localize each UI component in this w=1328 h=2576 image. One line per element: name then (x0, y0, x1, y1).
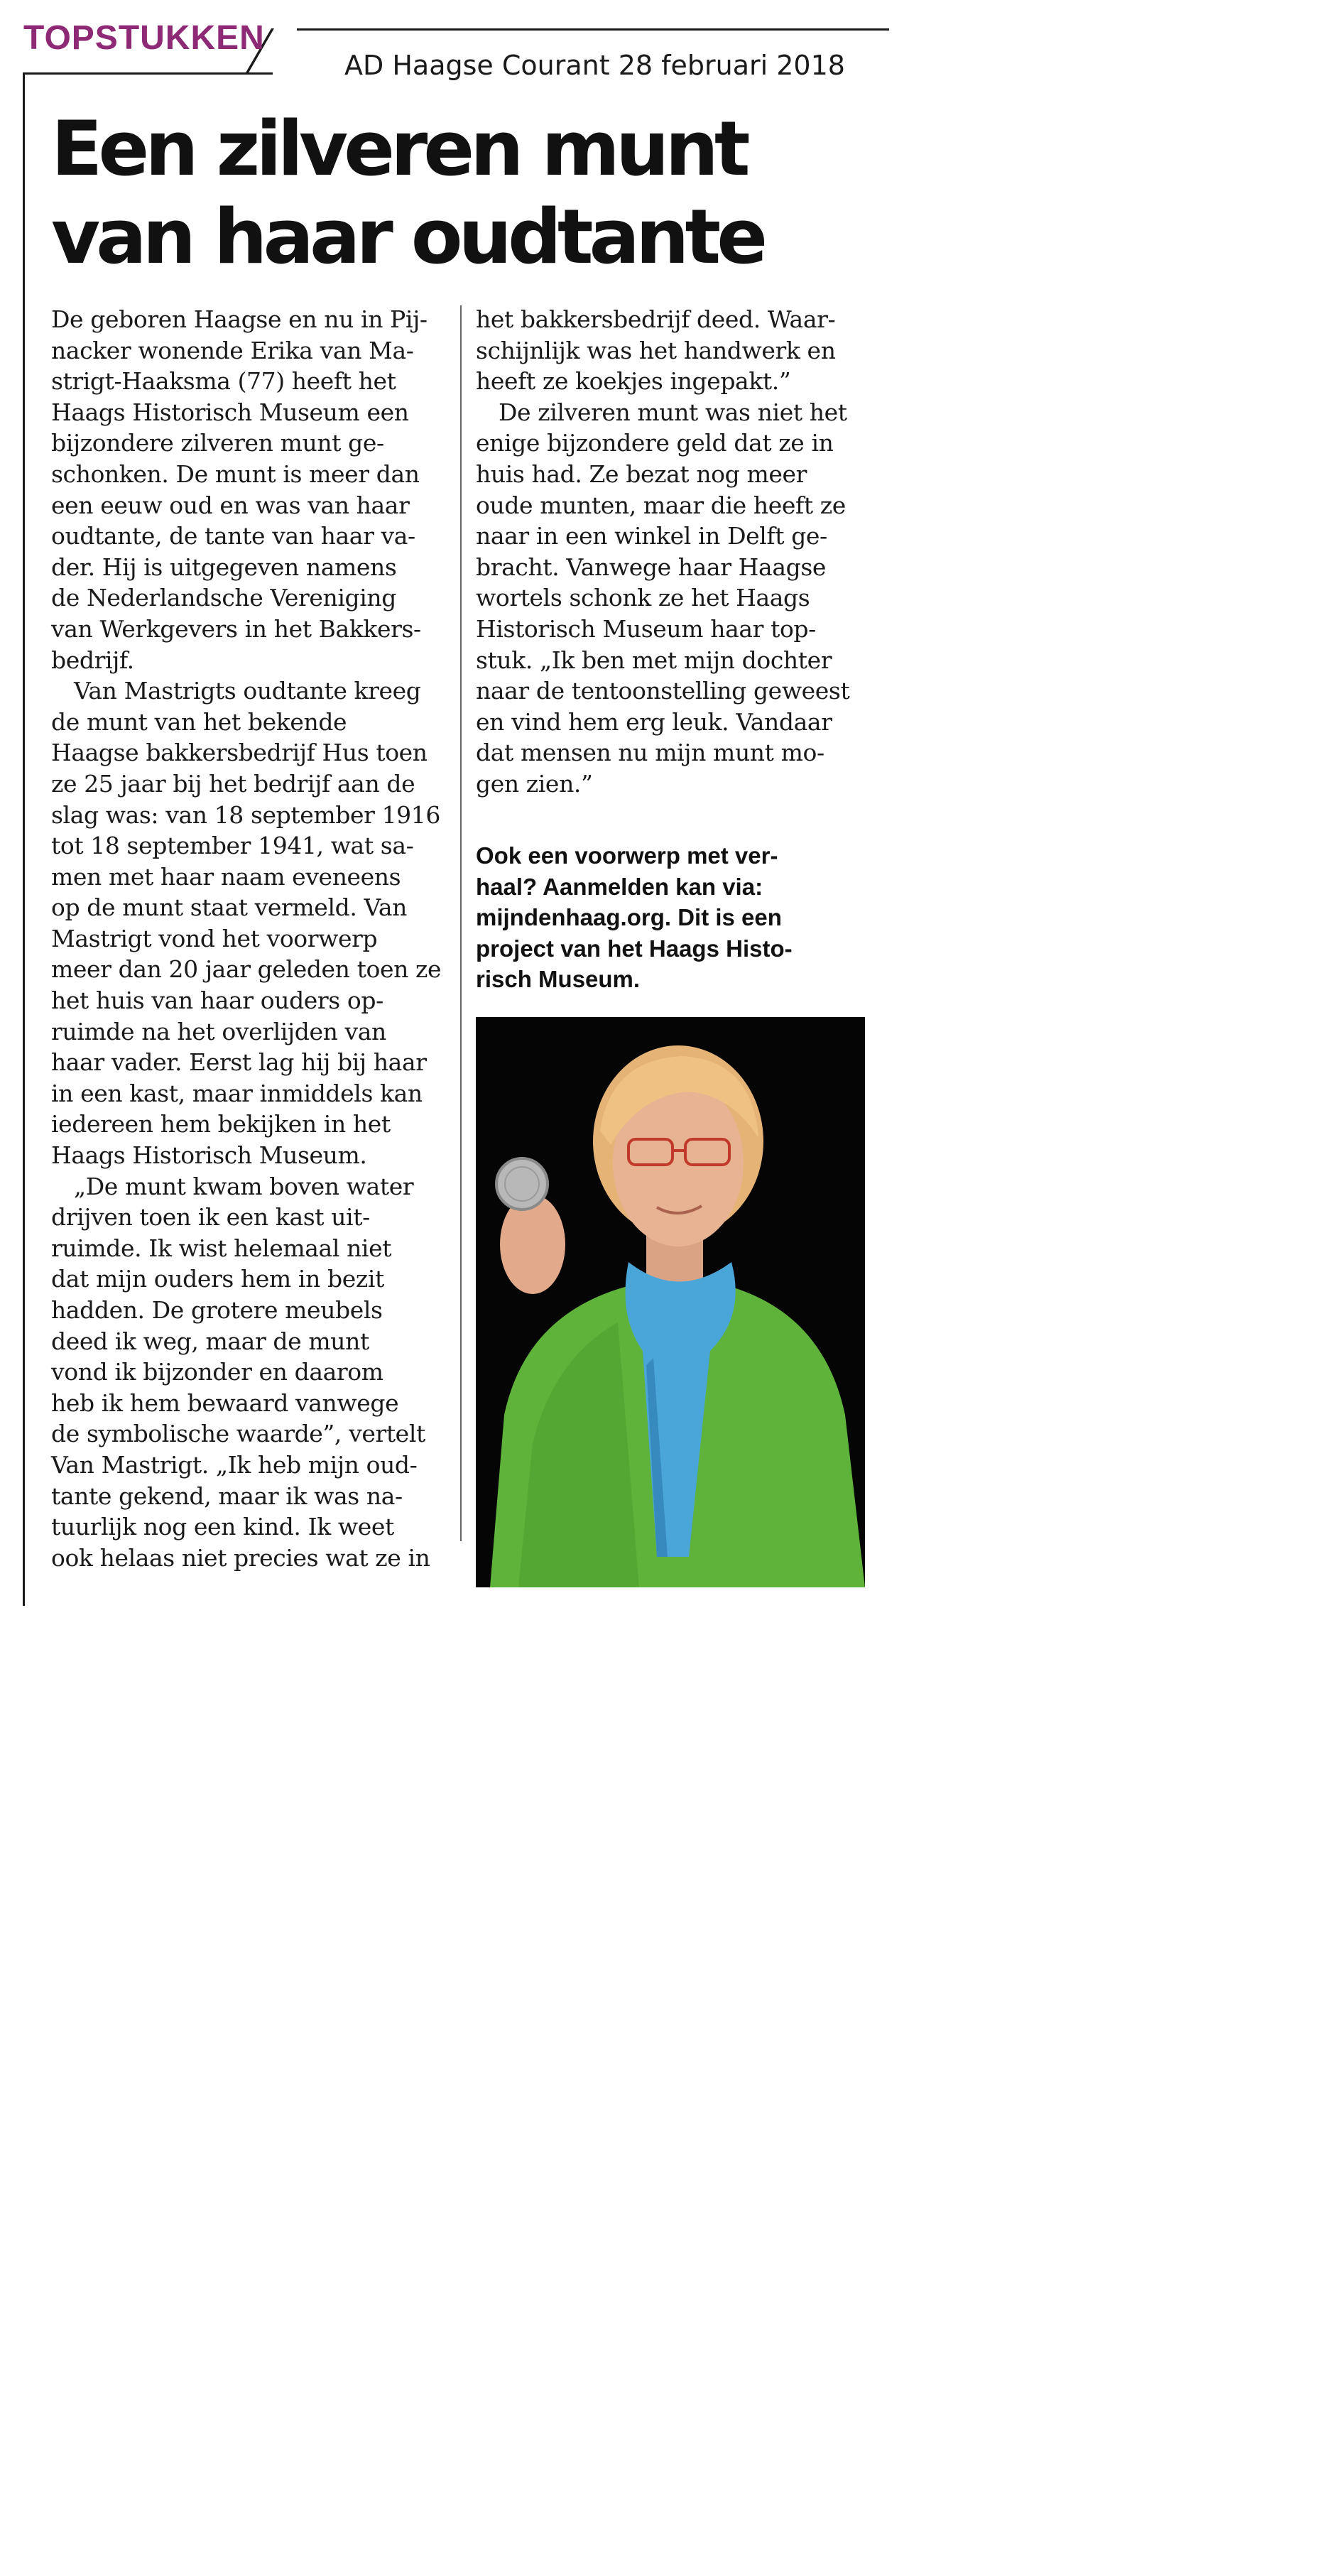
article-column-right (476, 304, 870, 800)
portrait-illustration (476, 1017, 865, 1587)
section-label: TOPSTUKKEN (23, 19, 265, 57)
article-column-left (51, 304, 445, 1573)
headline-text: Een zilveren munt van haar oudtante (51, 105, 764, 281)
photo-credit: FOTO JOHAN WINKELMAN (1311, 2393, 1327, 2576)
paragraph: „De munt kwam boven water drijven toen ik een kast uit- ruimde. Ik wist helemaal niet dat mijn ouders hem in bezit hadden. De grotere meubels deed ik weg, maar de munt vond ik bijzonder en daarom heb ik hem bewaard vanwege de symbolische waarde”, vertelt Van Mastrigt. „Ik heb mijn oud- tante gekend, maar ik was na- tuurlijk nog een kind. Ik weet ook helaas niet precies wat ze in (51, 1172, 430, 1572)
column-divider (460, 305, 462, 1541)
paragraph: Van Mastrigts oudtante kreeg de munt van het bekende Haagse bakkersbedrijf Hus toen ze 25 jaar bij het bedrijf aan de slag was: van 18 september 1916 tot 18 september 1941, wat sa- men met haar naam eveneens op de munt staat vermeld. Van Mastrigt vond het voorwerp meer dan 20 jaar geleden toen ze het huis van haar ouders op- ruimde na het overlijden van haar vader. Eerst lag hij bij haar in een kast, maar inmiddels kan iedereen hem bekijken in het Haags Historisch Museum. (51, 677, 442, 1170)
left-border-rule (23, 72, 25, 1606)
paragraph: De zilveren munt was niet het enige bijzondere geld dat ze in huis had. Ze bezat nog meer oude munten, maar die heeft ze naar in een winkel in Delft ge- bracht. Vanwege haar Haagse wortels schonk ze het Haags Historisch Museum haar top- stuk. „Ik ben met mijn dochter naar de tentoonstelling geweest en vind hem erg leuk. Vandaar dat mensen nu mijn munt mo- gen zien.” (476, 398, 850, 798)
source-line: AD Haagse Courant 28 februari 2018 (344, 50, 845, 81)
paragraph: het bakkersbedrijf deed. Waar- schijnlijk was het handwerk en heeft ze koekjes ingepakt.” (476, 305, 836, 396)
portrait-photo (476, 1017, 1327, 2576)
callout-text: Ook een voorwerp met ver- haal? Aanmelden kan via: mijndenhaag.org. Dit is een project van het Haags Histo- risch Museum. (476, 842, 793, 992)
header-rule (297, 28, 889, 31)
paragraph: De geboren Haagse en nu in Pij- nacker wonende Erika van Ma- strigt-Haaksma (77) heeft het Haags Historisch Museum een bijzondere zilveren munt ge- schonken. De munt is meer dan een eeuw oud en was van haar oudtante, de tante van haar va- der. Hij is uitgegeven namens de Nederlandsche Vereniging van Werkgevers in het Bakkers- bedrijf. (51, 305, 428, 674)
header-rule-lower (23, 72, 273, 75)
headline (51, 105, 875, 281)
